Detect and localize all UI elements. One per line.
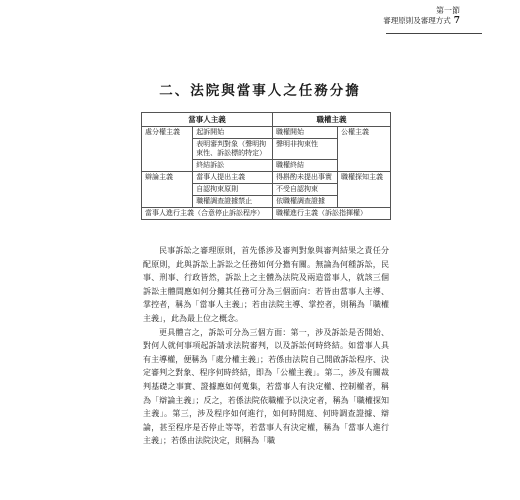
table-header-row — [142, 113, 391, 127]
cell-start: 起訴開始 — [193, 127, 273, 139]
cell-end-auth: 職權終結 — [273, 160, 338, 172]
cell-court-evidence: 依職權調查證據 — [273, 196, 338, 208]
section-subtitle: 審理原則及審理方式 — [383, 16, 451, 25]
cell-disposition: 處分權主義 — [142, 127, 193, 172]
table-row — [142, 172, 391, 184]
cell-pleading: 辯論主義 — [142, 172, 193, 208]
paragraph: 民事訴訟之審理原則，首先係涉及審判對象與審判結果之責任分配原則，此與訴訟上訴訟之任務如何分擔有關。無論為何種訴訟，民事、刑事、行政皆然，訴訟上之主體為法院及兩造當事人，就該三個訴訟主體間應如何分攤其任務可分為三個面向：若皆由當事人主導、掌控者，稱為「當事人主義」；若由法院主導、掌控者，則稱為「職權主義」，此為最上位之概念。 — [143, 246, 389, 323]
cell-request-scope: 表明審判對象（聲明拘束性、訴訟標的特定） — [193, 139, 273, 160]
page-number: 7 — [453, 16, 460, 26]
paragraph: 更具體言之，訴訟可分為三個方面：第一，涉及訴訟是否開始、對何人就何事項起訴請求法院審判，以及訴訟何時終結。如當事人具有主導權，便稱為「處分權主義」；若係由法院自己開啟訴訟程序、決定審判之對象、程序何時終結，即為「公權主義」。第二，涉及有關裁判基礎之事實、證據應如何蒐集，若當事人有決定權、控制權者，稱為「辯論主義」；反之，若係法院依職權予以決定者，稱為「職權探知主義」。第三，涉及程序如何進行，如何時開庭、何時調查證據、辯論，甚至程序是否停止等等，若當事人有決定權，稱為「當事人進行主義」；若係由法院決定，則稱為「職 — [143, 327, 389, 446]
cell-public-interest: 公權主義 — [338, 127, 391, 172]
cell-court-facts: 得斟酌未提出事實 — [273, 172, 338, 184]
table-row — [142, 208, 391, 220]
cell-party-proceeding: 當事人進行主義（合意停止訴訟程序） — [142, 208, 273, 220]
col-header-court: 職權主義 — [273, 113, 391, 127]
body-text — [143, 244, 389, 448]
cell-party-facts: 當事人提出主義 — [193, 172, 273, 184]
table-row — [142, 127, 391, 139]
section-title: 二、法院與當事人之任務分擔 — [159, 83, 361, 99]
header-subline — [383, 16, 460, 26]
allocation-table — [141, 112, 391, 220]
cell-court-proceeding: 職權進行主義（訴訟指揮權） — [273, 208, 391, 220]
cell-end-action: 終結訴訟 — [193, 160, 273, 172]
col-header-party: 當事人主義 — [142, 113, 273, 127]
chapter-label: 第一節 — [436, 6, 460, 15]
cell-no-court-evidence: 職權調查證據禁止 — [193, 196, 273, 208]
header-rule — [386, 33, 482, 34]
running-header — [383, 6, 460, 26]
cell-inquisitorial: 職權探知主義 — [338, 172, 391, 208]
cell-start-auth: 職權開始 — [273, 127, 338, 139]
cell-no-admission: 不受自認拘束 — [273, 184, 338, 196]
cell-self-admission: 自認拘束原則 — [193, 184, 273, 196]
cell-no-binding: 聲明非拘束性 — [273, 139, 338, 160]
